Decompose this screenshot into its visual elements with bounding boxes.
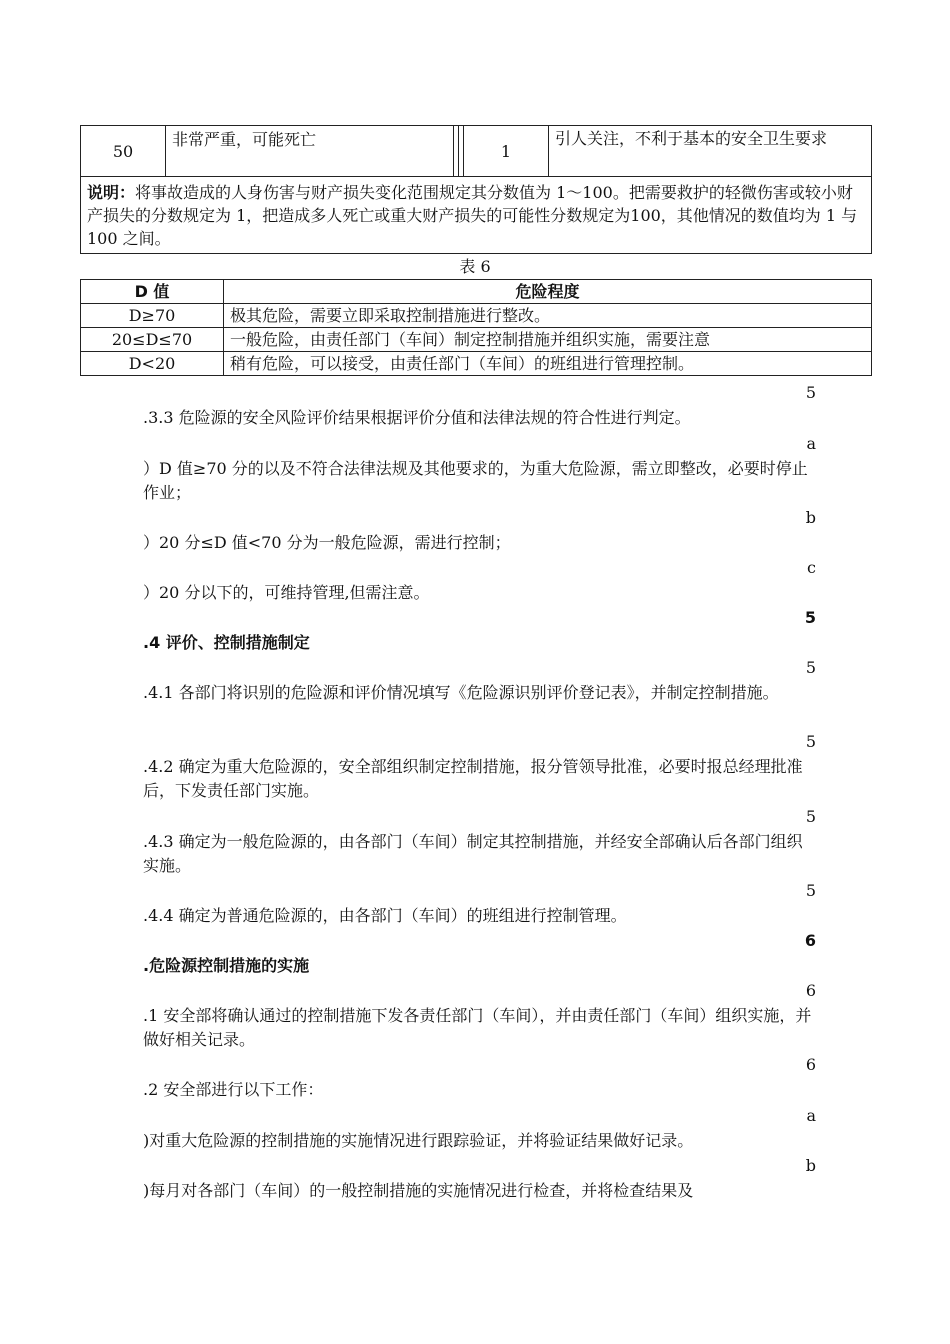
table-row: [81, 126, 872, 177]
section-heading: .4 评价、控制措施制定: [143, 633, 310, 652]
section-number: 5: [805, 881, 816, 900]
paragraph: .4.4 确定为普通危险源的，由各部门（车间）的班组进行控制管理。: [143, 906, 627, 925]
d-value-cell: D≥70: [81, 304, 224, 328]
list-marker: b: [805, 508, 816, 527]
table-caption: 表 6: [459, 257, 491, 276]
section-number: 6: [805, 1055, 816, 1074]
paragraph: .3.3 危险源的安全风险评价结果根据评价分值和法律法规的符合性进行判定。: [143, 408, 691, 427]
paragraph: .4.3 确定为一般危险源的，由各部门（车间）制定其控制措施，并经安全部确认后各部门组织实施。: [143, 832, 803, 875]
risk-cell: 极其危险，需要立即采取控制措施进行整改。: [224, 304, 872, 328]
section-number: 5: [804, 608, 816, 627]
section-number: 5: [805, 807, 816, 826]
d-value-cell: D<20: [81, 352, 224, 376]
section-number: 6: [804, 931, 816, 950]
d-value-cell: 20≤D≤70: [81, 328, 224, 352]
list-marker: a: [806, 1106, 816, 1125]
paragraph: .2 安全部进行以下工作：: [143, 1080, 324, 1099]
score-table: [80, 125, 872, 254]
note-cell: [81, 177, 872, 254]
table-row: [81, 328, 872, 352]
section-number: 5: [805, 732, 816, 751]
paragraph: .1 安全部将确认通过的控制措施下发各责任部门（车间），并由责任部门（车间）组织实施，并做好相关记录。: [143, 1006, 812, 1049]
list-marker: a: [806, 434, 816, 453]
score-cell: 50: [81, 126, 166, 177]
section-number: 5: [805, 383, 816, 402]
section-number: 5: [805, 658, 816, 677]
section-heading: .危险源控制措施的实施: [143, 956, 310, 975]
paragraph: .4.1 各部门将识别的危险源和评价情况填写《危险源识别评价登记表》，并制定控制措施。: [143, 683, 779, 702]
paragraph: )每月对各部门（车间）的一般控制措施的实施情况进行检查，并将检查结果及: [143, 1181, 694, 1200]
note-label: 说明：: [87, 182, 136, 202]
paragraph: )对重大危险源的控制措施的实施情况进行跟踪验证，并将验证结果做好记录。: [143, 1131, 694, 1150]
description-cell: 非常严重，可能死亡: [166, 126, 454, 177]
table-row: [81, 177, 872, 254]
paragraph: ）20 分≤D 值<70 分为一般危险源，需进行控制；: [143, 533, 511, 552]
section-number: 6: [805, 981, 816, 1000]
list-marker: c: [807, 558, 816, 577]
note-text: 将事故造成的人身伤害与财产损失变化范围规定其分数值为 1～100。把需要救护的轻微伤害或较小财产损失的分数规定为 1，把造成多人死亡或重大财产损失的可能性分数规定为100，其他情况的数值均为 1 与 100 之间。: [87, 182, 858, 248]
paragraph: ）D 值≥70 分的以及不符合法律法规及其他要求的，为重大危险源，需立即整改，必要时停止作业；: [143, 459, 808, 502]
description-cell: 引人关注，不利于基本的安全卫生要求: [549, 126, 872, 177]
table-row: [81, 352, 872, 376]
risk-cell: 一般危险，由责任部门（车间）制定控制措施并组织实施，需要注意: [224, 328, 872, 352]
column-header: 危险程度: [224, 280, 872, 304]
table-row: [81, 304, 872, 328]
table-header-row: [81, 280, 872, 304]
column-header: D 值: [81, 280, 224, 304]
list-marker: b: [805, 1156, 816, 1175]
risk-cell: 稍有危险，可以接受，由责任部门（车间）的班组进行管理控制。: [224, 352, 872, 376]
score-cell: 1: [464, 126, 549, 177]
risk-level-table: [80, 279, 872, 376]
paragraph: .4.2 确定为重大危险源的，安全部组织制定控制措施，报分管领导批准，必要时报总经理批准后，下发责任部门实施。: [143, 757, 803, 800]
paragraph: ）20 分以下的，可维持管理,但需注意。: [143, 583, 430, 602]
